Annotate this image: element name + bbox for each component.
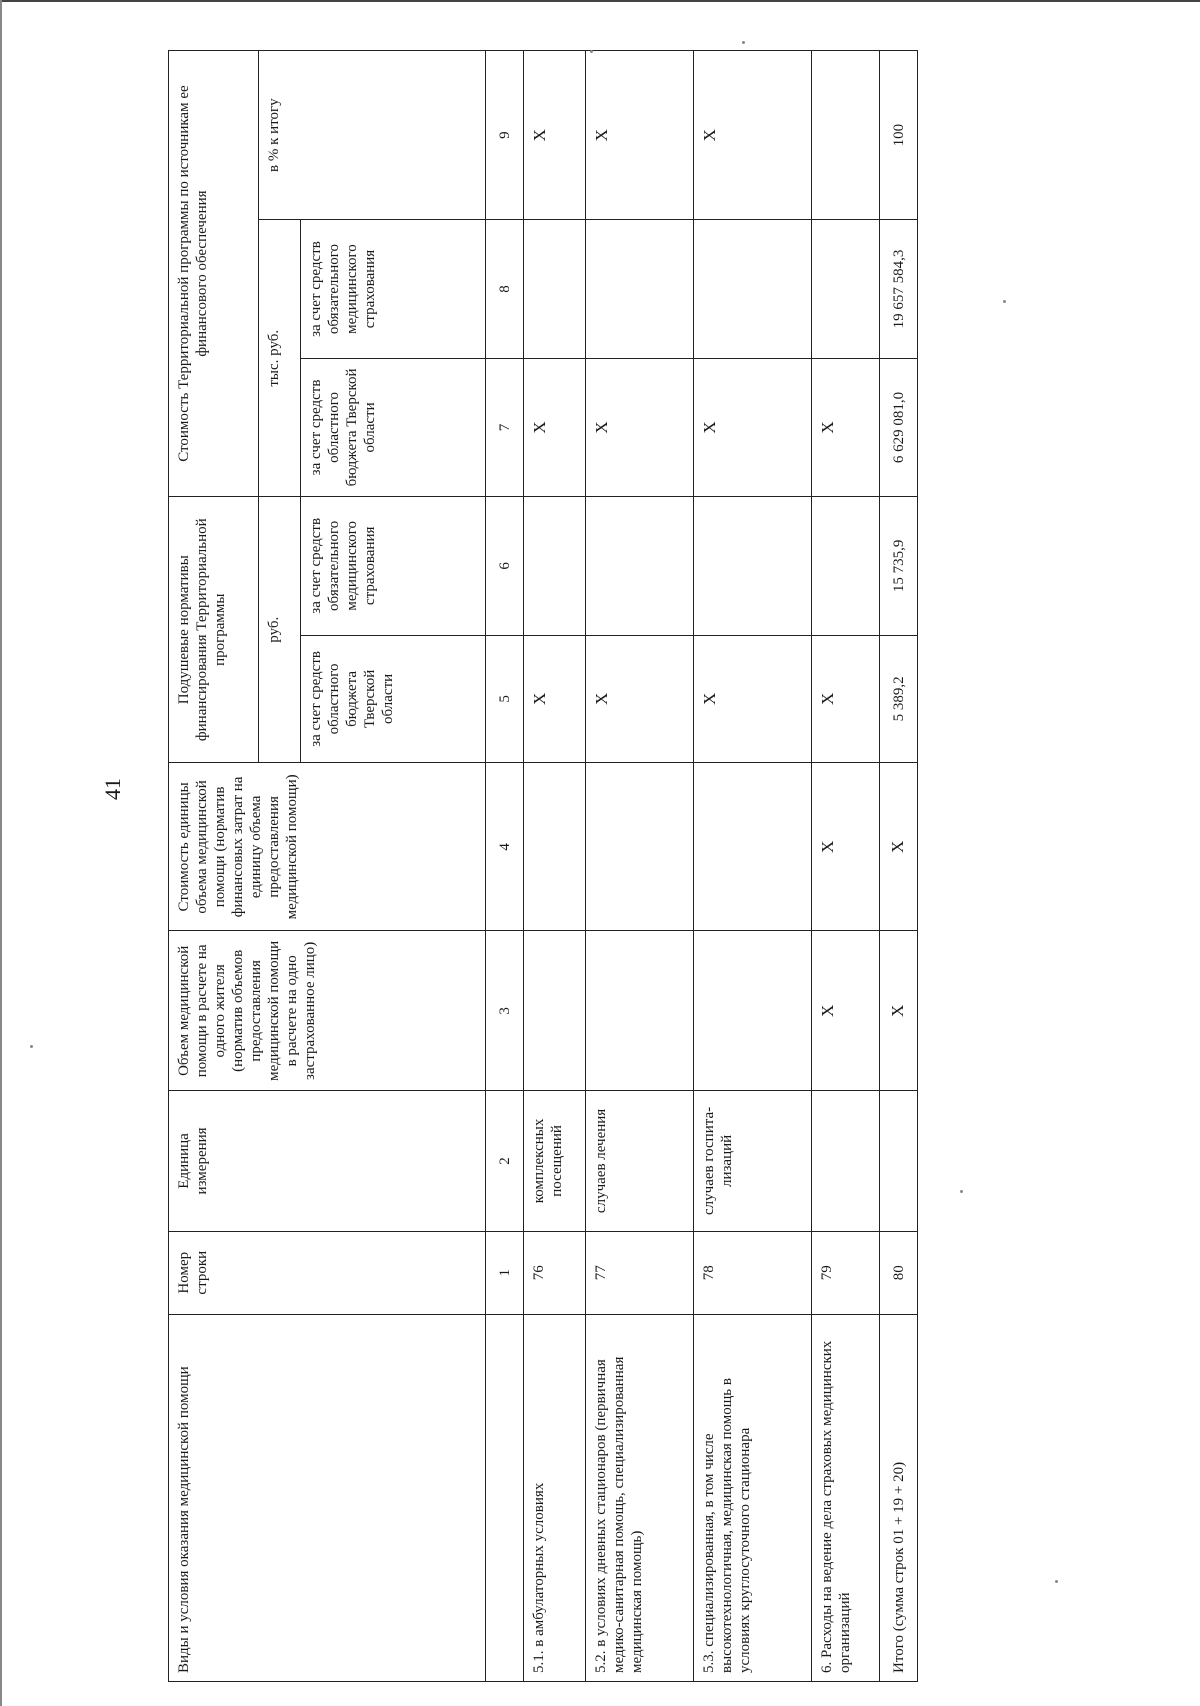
scan-speck: [1055, 1580, 1058, 1583]
column-number-cell: 8: [486, 220, 524, 358]
header-cost-unit: тыс. руб.: [259, 220, 301, 497]
row-name: 6. Расходы на ведение дела страховых медицинских организаций: [812, 1314, 880, 1681]
row-unit: [880, 1091, 918, 1232]
row-per-capita-oms: 15 735,9: [880, 497, 918, 635]
rotated-table-container: [168, 50, 1168, 1682]
page-top-edge: [0, 0, 1200, 2]
scan-speck: [1003, 300, 1006, 303]
row-per-capita-oms: [586, 497, 694, 635]
row-unit-cost: [586, 763, 694, 931]
row-unit-cost: X: [812, 763, 880, 931]
row-unit-cost: [524, 763, 586, 931]
row-per-capita-regional: X: [694, 635, 812, 763]
header-kinds: Виды и условия оказания медицинской помощи: [169, 1314, 486, 1681]
row-cost-oms: [694, 220, 812, 358]
row-number: 79: [812, 1231, 880, 1314]
row-unit: комплексных посещений: [524, 1091, 586, 1232]
row-unit: случаев госпита-лизаций: [694, 1091, 812, 1232]
page-number: 41: [100, 778, 125, 800]
column-number-row: [486, 51, 524, 1682]
column-number-cell: 5: [486, 635, 524, 763]
header-per-capita-group: Подушевые нормативы финансирования Территориальной программы: [169, 497, 259, 763]
row-volume: [586, 931, 694, 1091]
row-percent: X: [586, 51, 694, 220]
row-percent: X: [694, 51, 812, 220]
row-cost-regional: 6 629 081,0: [880, 358, 918, 496]
row-number: 78: [694, 1231, 812, 1314]
header-cost-group: Стоимость Территориальной программы по источникам ее финансового обеспечения: [169, 51, 259, 497]
row-volume: X: [812, 931, 880, 1091]
row-number: 80: [880, 1231, 918, 1314]
row-name: 5.3. специализированная, в том числе высокотехнологичная, медицинская помощь в условиях круглосуточного стационара: [694, 1314, 812, 1681]
row-cost-regional: X: [694, 358, 812, 496]
scan-speck: [590, 50, 593, 53]
column-number-cell: 4: [486, 763, 524, 931]
row-cost-oms: 19 657 584,3: [880, 220, 918, 358]
scan-speck: [960, 1190, 963, 1193]
row-number: 77: [586, 1231, 694, 1314]
page-left-edge: [0, 0, 2, 1706]
column-number-cell: 9: [486, 51, 524, 220]
header-percent: в % к итогу: [259, 51, 486, 220]
row-per-capita-regional: X: [524, 635, 586, 763]
column-number-cell: 7: [486, 358, 524, 496]
scan-speck: [30, 1045, 33, 1048]
table-row-total: [880, 51, 918, 1682]
row-per-capita-regional: X: [812, 635, 880, 763]
table-row: [694, 51, 812, 1682]
row-unit-cost: X: [880, 763, 918, 931]
column-number-cell: 2: [486, 1091, 524, 1232]
row-cost-regional: X: [812, 358, 880, 496]
header-unit-cost: Стоимость единицы объема медицинской помощи (норматив финансовых затрат на единицу объема предоставления медицинской помощи): [169, 763, 486, 931]
row-volume: [524, 931, 586, 1091]
header-row-1: [169, 51, 259, 1682]
row-name: 5.2. в условиях дневных стационаров (первичная медико-санитарная помощь, специализированная медицинская помощь): [586, 1314, 694, 1681]
row-unit: [812, 1091, 880, 1232]
row-cost-regional: X: [586, 358, 694, 496]
column-number-cell: 1: [486, 1231, 524, 1314]
row-cost-oms: [586, 220, 694, 358]
column-number-cell: [486, 1314, 524, 1681]
header-cost-oms: за счет средств обязательного медицинского страхования: [301, 220, 486, 358]
row-cost-regional: X: [524, 358, 586, 496]
row-cost-oms: [524, 220, 586, 358]
row-unit-cost: [694, 763, 812, 931]
row-name: Итого (сумма строк 01 + 19 + 20): [880, 1314, 918, 1681]
header-row-number: Номер строки: [169, 1231, 486, 1314]
row-percent: 100: [880, 51, 918, 220]
row-cost-oms: [812, 220, 880, 358]
row-percent: [812, 51, 880, 220]
row-name: 5.1. в амбулаторных условиях: [524, 1314, 586, 1681]
row-per-capita-regional: X: [586, 635, 694, 763]
row-number: 76: [524, 1231, 586, 1314]
table-row: [586, 51, 694, 1682]
header-volume: Объем медицинской помощи в расчете на одного жителя (норматив объемов предоставления медицинской помощи в расчете на одно застрахованное лицо): [169, 931, 486, 1091]
financing-table: [168, 50, 918, 1682]
column-number-cell: 6: [486, 497, 524, 635]
row-per-capita-oms: [812, 497, 880, 635]
row-per-capita-regional: 5 389,2: [880, 635, 918, 763]
row-per-capita-oms: [694, 497, 812, 635]
header-per-capita-oms: за счет средств обязательного медицинского страхования: [301, 497, 486, 635]
table-row: [524, 51, 586, 1682]
row-per-capita-oms: [524, 497, 586, 635]
row-unit: случаев лечения: [586, 1091, 694, 1232]
header-unit: Единица измерения: [169, 1091, 486, 1232]
table-row: [812, 51, 880, 1682]
scan-speck: [742, 41, 745, 44]
row-percent: X: [524, 51, 586, 220]
header-per-capita-unit: руб.: [259, 497, 301, 763]
row-volume: [694, 931, 812, 1091]
row-volume: X: [880, 931, 918, 1091]
header-cost-regional: за счет средств областного бюджета Тверской области: [301, 358, 486, 496]
header-per-capita-regional: за счет средств областного бюджета Тверской области: [301, 635, 486, 763]
column-number-cell: 3: [486, 931, 524, 1091]
